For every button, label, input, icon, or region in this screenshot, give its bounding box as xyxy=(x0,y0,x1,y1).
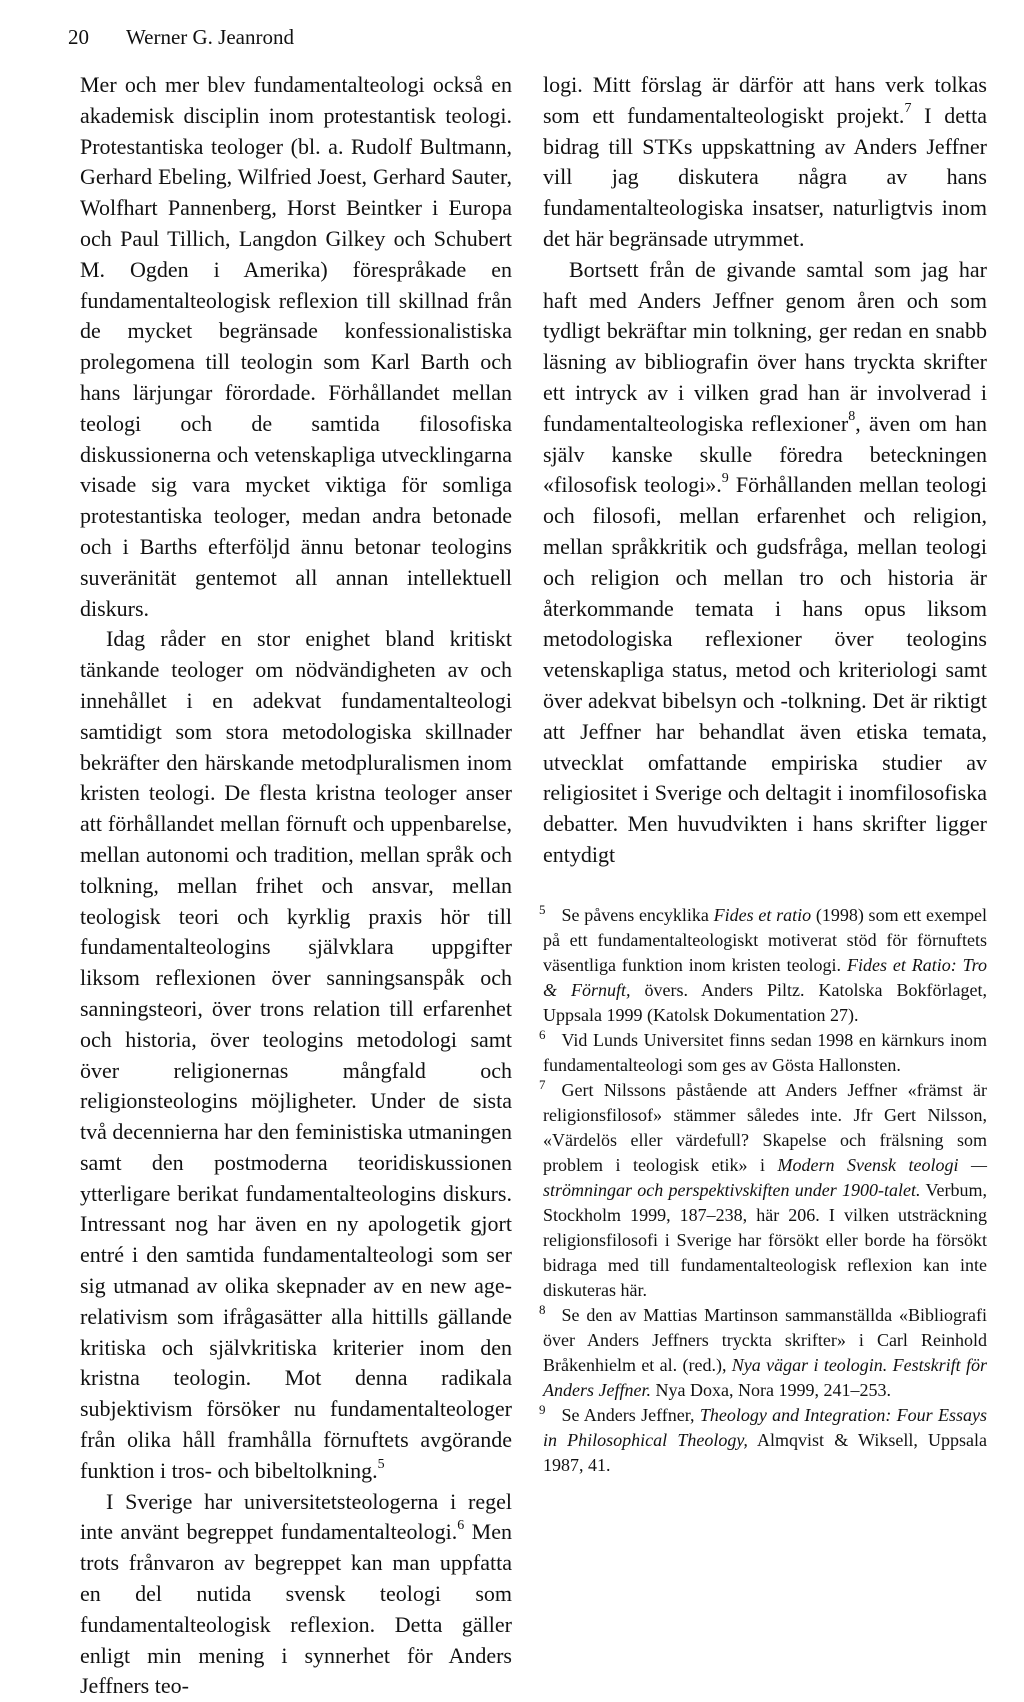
right-column xyxy=(539,70,987,1478)
paragraph-text: Men trots frånvaron av begreppet kan man uppfatta en del nutida svensk teologi som fundamentalteologisk reflexion. Detta gäller enligt min mening i synnerhet för Anders Jeffners teo- xyxy=(80,1519,512,1699)
left-column xyxy=(80,70,512,1702)
footnote-number: 9 xyxy=(539,1401,546,1417)
body-paragraph xyxy=(80,624,512,1486)
paragraph-text: Idag råder en stor enighet bland kritiskt tänkande teologer om nödvändigheten av och innehållet i en adekvat fundamentalteologi samtidigt som stora metodologiska skillnader bekräfter den härskande metodpluralismen inom kristen teologi. De flesta kristna teologer anser att förhållandet mellan förnuft och uppenbarelse, mellan autonomi och tradition, mellan språk och tolkning, mellan frihet och ansvar, mellan teologisk teori och kyrklig praxis hör till fundamentalteologins självklara uppgifter liksom reflexionen över sanningsanspåk och sanningsteori, över trons relation till erfarenhet och historia, över teologins metodologi samt över religionernas mångfald och religionsteologins möjligheter. Under de sista två decennierna har den feministiska utmaningen samt den postmoderna teoridiskussionen ytterligare berikat fundamentalteologins diskurs. Intressant nog har även en ny apologetik gjort entré i den samtida fundamentalteologi som ser sig utmanad av olika skepnader av en new age-relativism som ifrågasätter alla hittills gällande kritiska och självkritiska kriterier inom den kristna teologin. Mot denna radikala subjektivism försöker nu fundamentalteologer från olika håll framhålla förnuftets avgörande funktion i tros- och bibeltolkning. xyxy=(80,626,512,1483)
footnote-title: Fides et ratio xyxy=(713,904,812,925)
footnote xyxy=(539,1076,987,1303)
footnote xyxy=(539,1026,987,1078)
footnote-title: Modern Svensk teologi — strömningar och perspektivskiften under 1900-talet. xyxy=(543,1154,987,1200)
footnote-number: 8 xyxy=(539,1301,546,1317)
page-number: 20 xyxy=(68,25,89,49)
footnote-ref[interactable]: 7 xyxy=(904,101,912,117)
footnote-number: 5 xyxy=(539,901,546,917)
footnote xyxy=(539,901,987,1028)
footnote-title: Fides et Ratio: Tro & Förnuft, xyxy=(543,954,987,1000)
body-paragraph xyxy=(80,1487,512,1702)
footnote-text: Vid Lunds Universitet finns sedan 1998 en kärnkurs inom fundamentalteologi som ges av Gösta Hallonsten. xyxy=(543,1029,987,1075)
footnote-text: Almqvist & Wiksell, Uppsala 1987, 41. xyxy=(543,1429,987,1475)
footnote-text: övers. Anders Piltz. Katolska Bokförlaget, Uppsala 1999 (Katolsk Dokumentation 27). xyxy=(543,979,987,1025)
footnote-text: Verbum, Stockholm 1999, 187–238, här 206. I vilken utsträckning religionsfilosofi i Sverige har försökt eller borde ha försökt bidraga med till fundamentalteologisk reflexion kan inte diskuteras här. xyxy=(543,1179,987,1300)
footnote xyxy=(539,1401,987,1478)
paragraph-text: I detta bidrag till STKs uppskattning av Anders Jeffner vill jag diskutera några av hans fundamentalteologiska insatser, naturligtvis inom det här begränsade utrymmet. xyxy=(543,102,987,251)
paragraph-text: Förhållanden mellan teologi och filosofi, mellan erfarenhet och religion, mellan språkkritik och gudsfråga, mellan teologi och religion och mellan tro och historia är återkommande temata i hans opus liksom metodologiska reflexioner över teologins vetenskapliga status, metod och kriteriologi samt över adekvat bibelsyn och -tolkning. Det är riktigt att Jeffner har behandlat även etiska temata, utvecklat omfattande empiriska studier av religiositet i Sverige och deltagit i inomfilosofiska debatter. Men huvudvikten i hans skrifter ligger entydigt xyxy=(543,472,987,867)
paragraph-text: I Sverige har universitetsteologerna i regel inte använt begreppet fundamentalteologi. xyxy=(80,1488,512,1545)
footnote-title: Nya vägar i teologin. Festskrift för Anders Jeffner. xyxy=(543,1354,987,1400)
footnote-number: 7 xyxy=(539,1076,546,1092)
paragraph-text: , även om han själv kanske skulle föredra beteckningen «filosofisk teologi». xyxy=(543,410,987,498)
footnote-ref[interactable]: 6 xyxy=(457,1518,465,1534)
footnote-title: Theology and Integration: Four Essays in Philosophical Theology, xyxy=(543,1404,987,1450)
body-paragraph: Mer och mer blev fundamentalteologi också en akademisk disciplin inom protestantisk teologi. Protestantiska teologer (bl. a. Rudolf Bultmann, Gerhard Ebeling, Wilfried Joest, Gerhard Sauter, Wolfhart Pannenberg, Horst Beintker i Europa och Paul Tillich, Langdon Gilkey och Schubert M. Ogden i Amerika) förespråkade en fundamentalteologisk reflexion till skillnad från de mycket begränsade konfessionalistiska prolegomena till teologin som Karl Barth och hans lärjungar förordade. Förhållandet mellan teologi och de samtida filosofiska diskussionerna och vetenskapliga utvecklingarna visade sig vara mycket viktiga för somliga protestantiska teologer, medan andra betonade och i Barths efterföljd ännu betonar teologins suveränität gentemot all annan intellektuell diskurs. xyxy=(80,72,512,621)
footnote-text: Gert Nilssons påstående att Anders Jeffner «främst är religionsfilosof» stämmer således inte. Jfr Gert Nilsson, «Värdelös eller värdefull? Skapelse och frälsning som problem i teologisk etik» i xyxy=(543,1079,987,1175)
running-head xyxy=(68,24,294,50)
body-paragraph xyxy=(543,70,987,255)
footnote-text: (1998) som ett exempel på ett fundamentalteologiskt motiverat stöd för förnuftets väsentliga funktion inom kristen teologi. xyxy=(543,904,987,975)
footnote-ref[interactable]: 9 xyxy=(721,471,729,487)
footnote-number: 6 xyxy=(539,1026,546,1042)
body-paragraph xyxy=(543,255,987,871)
footnotes xyxy=(539,901,987,1478)
footnote-text: Se påvens encyklika xyxy=(561,904,714,925)
footnote-text: Se Anders Jeffner, xyxy=(561,1404,700,1425)
footnote-text: Se den av Mattias Martinson sammanställda «Bibliografi över Anders Jeffners tryckta skrifter» i Carl Reinhold Bråkenhielm et al. (red.), xyxy=(543,1304,987,1375)
footnote-ref[interactable]: 5 xyxy=(377,1456,385,1472)
paragraph-text: logi. Mitt förslag är därför att hans verk tolkas som ett fundamentalteologiskt projekt. xyxy=(543,72,987,128)
running-head-author: Werner G. Jeanrond xyxy=(126,25,294,49)
footnote xyxy=(539,1301,987,1403)
footnote-ref[interactable]: 8 xyxy=(848,409,856,425)
footnote-text: Nya Doxa, Nora 1999, 241–253. xyxy=(650,1379,891,1400)
paragraph-text: Bortsett från de givande samtal som jag har haft med Anders Jeffner genom åren och som tydligt bekräftar min tolkning, ger redan en snabb läsning av bibliografin över hans tryckta skrifter ett intryck av i vilken grad han är involverad i fundamentalteologiska reflexioner xyxy=(543,256,987,436)
